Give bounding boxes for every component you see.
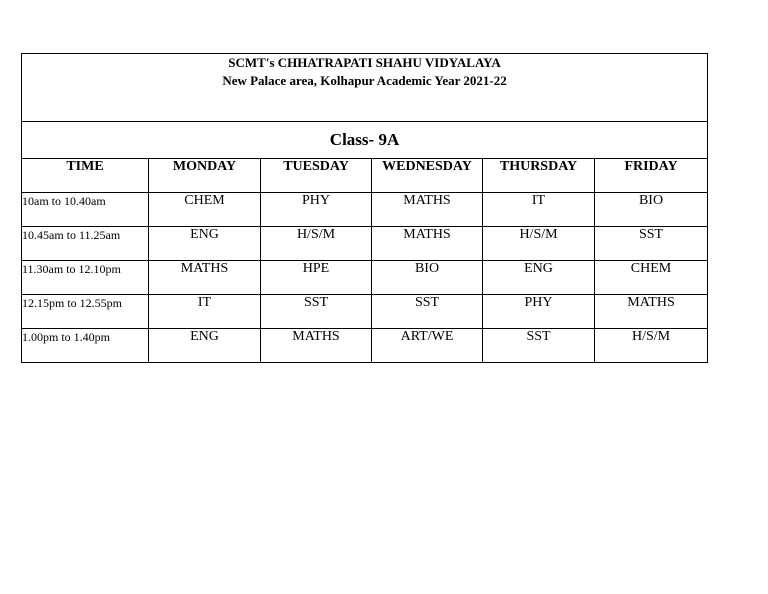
subject-cell: ENG [149, 227, 261, 261]
column-header-monday: MONDAY [149, 159, 261, 193]
subject-cell: MATHS [372, 193, 483, 227]
subject-cell: MATHS [595, 295, 708, 329]
column-header-time: TIME [22, 159, 149, 193]
subject-cell: IT [483, 193, 595, 227]
table-row [22, 193, 708, 227]
subject-cell: CHEM [595, 261, 708, 295]
subject-cell: BIO [595, 193, 708, 227]
subject-cell: IT [149, 295, 261, 329]
time-cell: 10am to 10.40am [22, 193, 149, 227]
subject-cell: H/S/M [261, 227, 372, 261]
column-header-tuesday: TUESDAY [261, 159, 372, 193]
table-row [22, 329, 708, 363]
subject-cell: SST [372, 295, 483, 329]
subject-cell: MATHS [261, 329, 372, 363]
subject-cell: ENG [149, 329, 261, 363]
subject-cell: H/S/M [483, 227, 595, 261]
subject-cell: HPE [261, 261, 372, 295]
subject-cell: ENG [483, 261, 595, 295]
table-row [22, 261, 708, 295]
timetable-sheet [21, 53, 707, 363]
class-title: Class- 9A [22, 122, 708, 159]
timetable-body [22, 193, 708, 363]
table-row [22, 227, 708, 261]
column-header-friday: FRIDAY [595, 159, 708, 193]
subject-cell: CHEM [149, 193, 261, 227]
subject-cell: SST [595, 227, 708, 261]
column-header-thursday: THURSDAY [483, 159, 595, 193]
subject-cell: MATHS [149, 261, 261, 295]
subject-cell: H/S/M [595, 329, 708, 363]
subject-cell: BIO [372, 261, 483, 295]
subject-cell: ART/WE [372, 329, 483, 363]
time-cell: 10.45am to 11.25am [22, 227, 149, 261]
time-cell: 11.30am to 12.10pm [22, 261, 149, 295]
subject-cell: SST [261, 295, 372, 329]
subject-cell: PHY [483, 295, 595, 329]
subject-cell: MATHS [372, 227, 483, 261]
table-row [22, 295, 708, 329]
time-cell: 12.15pm to 12.55pm [22, 295, 149, 329]
subject-cell: SST [483, 329, 595, 363]
timetable [21, 53, 708, 363]
column-header-wednesday: WEDNESDAY [372, 159, 483, 193]
subject-cell: PHY [261, 193, 372, 227]
column-header-row [22, 159, 708, 193]
school-name: SCMT's CHHATRAPATI SHAHU VIDYALAYA [228, 55, 501, 70]
school-address: New Palace area, Kolhapur Academic Year 2021-22 [222, 73, 507, 88]
school-header [22, 54, 708, 122]
time-cell: 1.00pm to 1.40pm [22, 329, 149, 363]
